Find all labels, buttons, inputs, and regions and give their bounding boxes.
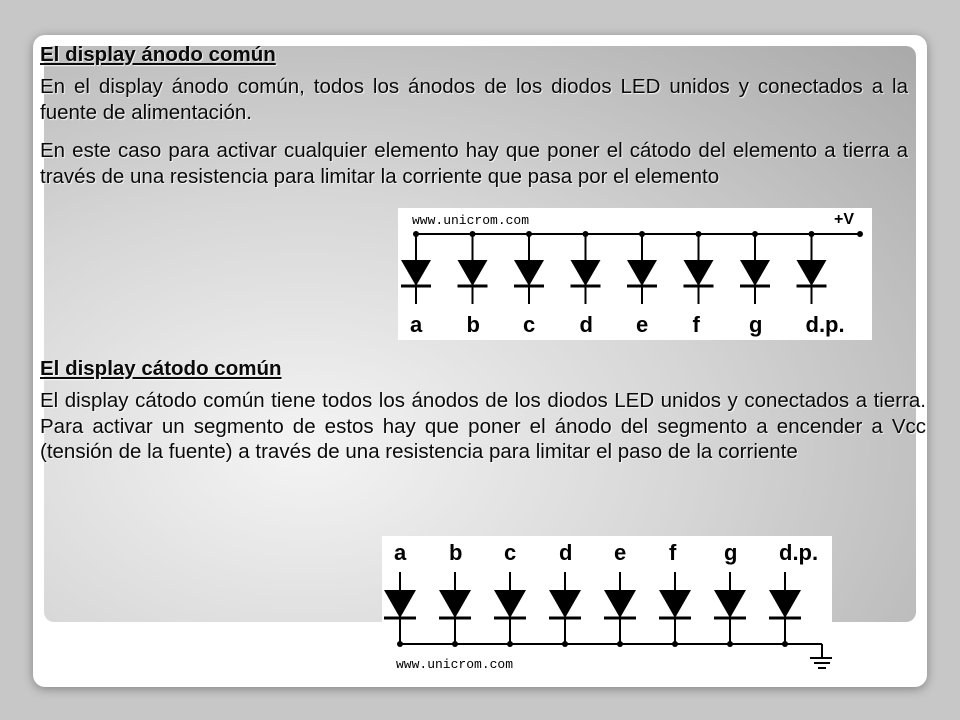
segment-label: c (523, 312, 536, 337)
diode-g (740, 231, 770, 304)
paragraph-cathode: El display cátodo común tiene todos los ánodos de los diodos LED unidos y conectados a tierra. Para activar un segmento de estos hay que poner el ánodo del segmento a encender a Vcc (tensión de la fuente) a través de una resistencia para limitar el paso de la corriente (40, 389, 926, 463)
diode-a (401, 231, 431, 304)
diode-c (514, 231, 544, 304)
diode-e (604, 572, 636, 647)
cathode-common-diagram (382, 536, 832, 676)
segment-label: a (410, 312, 423, 337)
diode-a (384, 572, 416, 647)
segment-label: g (749, 312, 763, 337)
segment-label: d.p. (805, 312, 845, 337)
cathode-common-circuit (382, 536, 832, 676)
segment-label: f (692, 312, 700, 337)
diode-b (439, 572, 471, 647)
diode-dp (797, 231, 827, 304)
segment-label: b (466, 312, 480, 337)
segment-label: b (449, 540, 463, 565)
diode-d (549, 572, 581, 647)
diode-row (384, 540, 818, 647)
site-watermark: www.unicrom.com (396, 657, 514, 672)
segment-label: a (394, 540, 407, 565)
heading-cathode-common: El display cátodo común (40, 357, 282, 380)
paragraph-anode-intro: En el display ánodo común, todos los ánodos de los diodos LED unidos y conectados a la fuente de alimentación. (40, 75, 908, 124)
diode-b (458, 231, 488, 304)
diode-g (714, 572, 746, 647)
segment-label: d (579, 312, 593, 337)
segment-label: e (636, 312, 649, 337)
diode-dp (769, 572, 801, 647)
segment-label: d (559, 540, 573, 565)
diode-e (627, 231, 657, 304)
segment-label: c (504, 540, 517, 565)
anode-common-diagram (398, 208, 872, 340)
ground-icon (810, 644, 832, 668)
diode-f (659, 572, 691, 647)
segment-label: f (669, 540, 677, 565)
heading-anode-common: El display ánodo común (40, 43, 276, 66)
anode-common-circuit (398, 208, 872, 340)
diode-row (401, 231, 845, 337)
segment-label: e (614, 540, 627, 565)
site-watermark: www.unicrom.com (412, 213, 530, 228)
diode-f (684, 231, 714, 304)
segment-label: d.p. (779, 540, 819, 565)
supply-node (857, 231, 863, 237)
segment-label: g (724, 540, 738, 565)
diode-c (494, 572, 526, 647)
paragraph-anode-activation: En este caso para activar cualquier elemento hay que poner el cátodo del elemento a tierra a través de una resistencia para limitar la corriente que pasa por el elemento (40, 139, 908, 188)
supply-label: +V (834, 211, 855, 228)
diode-d (571, 231, 601, 304)
